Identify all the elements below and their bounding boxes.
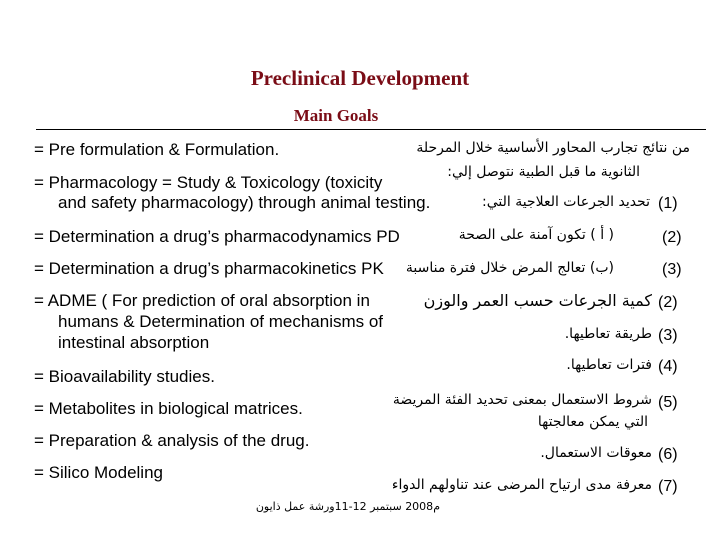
goal-item-preformulation: = Pre formulation & Formulation. (34, 140, 280, 159)
goal-item-adme-cont-2: intestinal absorption (58, 333, 210, 352)
goal-item-silico: = Silico Modeling (34, 463, 163, 482)
arabic-number-3: (3) (662, 261, 682, 278)
goal-item-preparation: = Preparation & analysis of the drug. (34, 431, 310, 450)
arabic-intro-line-1: من نتائج تجارب المحاور الأساسية خلال المرحلة (416, 140, 690, 156)
goal-item-pharmacokinetics: = Determination a drug’s pharmacokinetics PK (34, 259, 384, 278)
arabic-number-1: (1) (658, 195, 678, 212)
arabic-item-7-cont: التي يمكن معالجتها (537, 414, 648, 430)
arabic-item-3: (ب) تعالج المرض خلال فترة مناسبة (405, 260, 614, 276)
footer-workshop-note: م2008 سبتمبر 12-11ورشة عمل ذايون (255, 500, 440, 513)
page-title: Preclinical Development (250, 66, 470, 90)
goal-item-pharmacology: = Pharmacology = Study & Toxicology (toxicity (34, 173, 383, 192)
section-subtitle: Main Goals (293, 106, 379, 125)
arabic-item-7: شروط الاستعمال بمعنى تحديد الفئة المريضة (392, 392, 652, 408)
arabic-item-2: ( أ ) تكون آمنة على الصحة (458, 227, 614, 243)
arabic-number-4: (2) (658, 294, 678, 311)
arabic-number-8: (6) (658, 446, 678, 463)
arabic-item-8: معوقات الاستعمال. (540, 445, 652, 461)
arabic-number-7: (5) (658, 394, 678, 411)
arabic-intro-line-2: الثانوية ما قبل الطبية نتوصل إلي: (447, 164, 640, 180)
arabic-number-5: (3) (658, 327, 678, 344)
arabic-number-6: (4) (658, 358, 678, 375)
arabic-item-1: تحديد الجرعات العلاجية التي: (481, 194, 650, 210)
goal-item-pharmacology-cont: and safety pharmacology) through animal testing. (58, 193, 431, 212)
arabic-number-9: (7) (658, 478, 678, 495)
arabic-item-6: فترات تعاطيها. (566, 357, 652, 373)
goal-item-pharmacodynamics: = Determination a drug’s pharmacodynamics PD (34, 227, 400, 246)
goal-item-adme: = ADME ( For prediction of oral absorption in (34, 291, 370, 310)
goal-item-metabolites: = Metabolites in biological matrices. (34, 399, 303, 418)
arabic-item-5: طريقة تعاطيها. (564, 326, 652, 342)
goal-item-adme-cont-1: humans & Determination of mechanisms of (58, 312, 384, 331)
arabic-item-9: معرفة مدى ارتياح المرضى عند تناولهم الدواء (391, 477, 652, 493)
divider-line (36, 129, 706, 130)
goal-item-bioavailability: = Bioavailability studies. (34, 367, 215, 386)
arabic-item-4: كمية الجرعات حسب العمر والوزن (423, 291, 652, 310)
arabic-number-2: (2) (662, 229, 682, 246)
